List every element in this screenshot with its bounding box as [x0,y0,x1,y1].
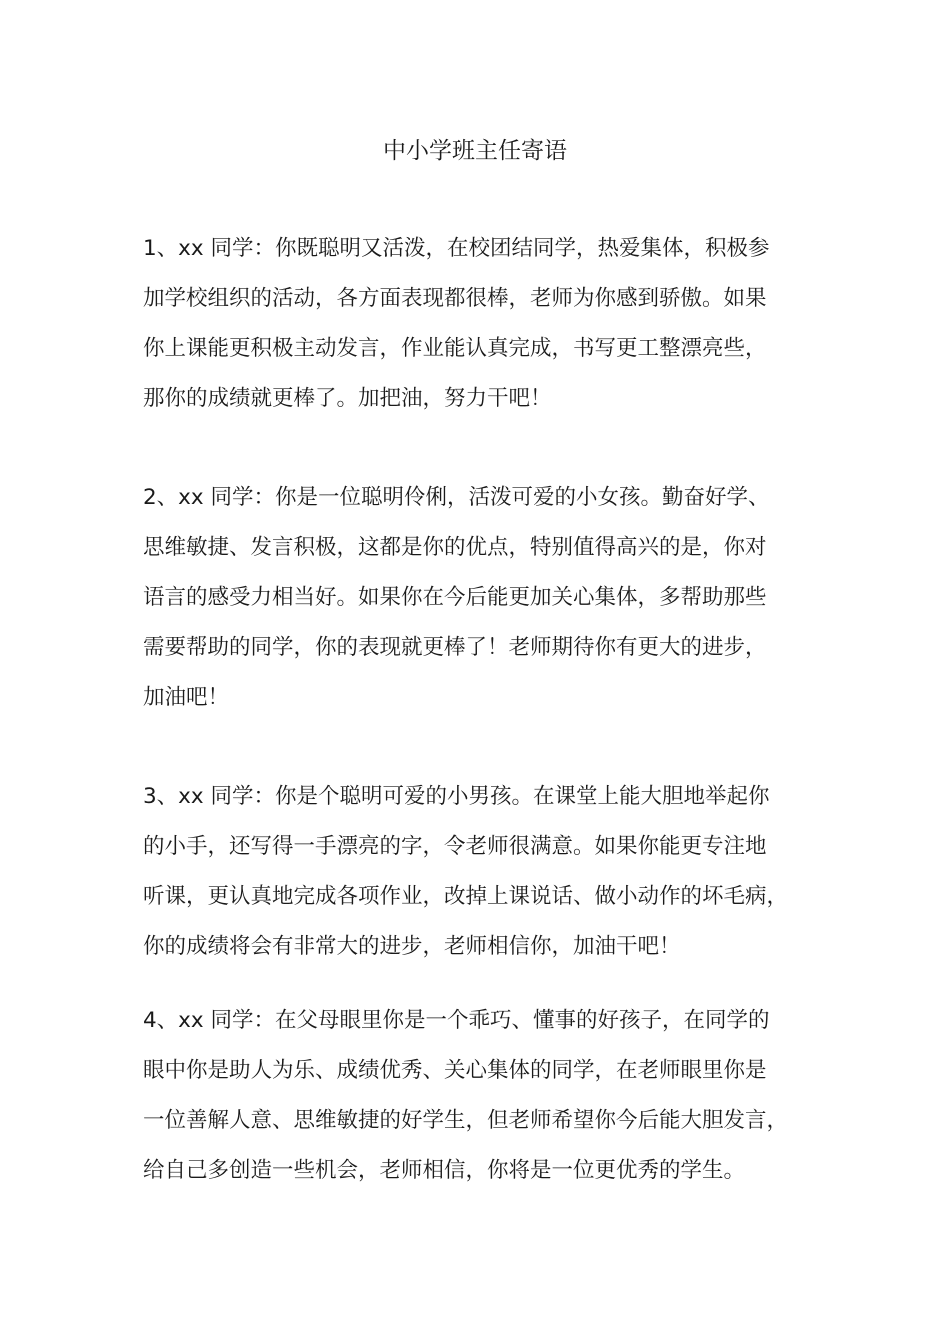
paragraph-line: 那你的成绩就更棒了。加把油，努力干吧！ [143,386,552,411]
document-title: 中小学班主任寄语 [383,138,567,164]
paragraph-3 [143,772,788,972]
paragraph-line: 加油吧！ [143,685,230,710]
paragraph-line: 思维敏捷、发言积极，这都是你的优点，特别值得高兴的是，你对 [143,535,767,560]
paragraph-line: 你的成绩将会有非常大的进步，老师相信你，加油干吧！ [143,934,681,959]
paragraph-line: 4、xx 同学：在父母眼里你是一个乖巧、懂事的好孩子，在同学的 [143,1008,770,1033]
paragraph-1 [143,224,769,424]
paragraph-line: 3、xx 同学：你是个聪明可爱的小男孩。在课堂上能大胆地举起你 [143,784,770,809]
paragraph-line: 眼中你是助人为乐、成绩优秀、关心集体的同学，在老师眼里你是 [143,1058,767,1083]
paragraph-2 [143,473,769,723]
paragraph-line: 你上课能更积极主动发言，作业能认真完成，书写更工整漂亮些， [143,336,767,361]
paragraph-line: 听课，更认真地完成各项作业，改掉上课说话、做小动作的坏毛病， [143,884,789,909]
paragraph-line: 一位善解人意、思维敏捷的好学生，但老师希望你今后能大胆发言， [143,1108,789,1133]
paragraph-line: 1、xx 同学：你既聪明又活泼，在校团结同学，热爱集体，积极参 [143,236,770,261]
paragraph-line: 加学校组织的活动，各方面表现都很棒，老师为你感到骄傲。如果 [143,286,767,311]
paragraph-4 [143,996,788,1196]
paragraph-line: 2、xx 同学：你是一位聪明伶俐，活泼可爱的小女孩。勤奋好学、 [143,485,770,510]
paragraph-line: 给自己多创造一些机会，老师相信，你将是一位更优秀的学生。 [143,1158,746,1183]
paragraph-line: 语言的感受力相当好。如果你在今后能更加关心集体，多帮助那些 [143,585,767,610]
paragraph-line: 的小手，还写得一手漂亮的字，令老师很满意。如果你能更专注地 [143,834,767,859]
paragraph-line: 需要帮助的同学，你的表现就更棒了！老师期待你有更大的进步， [143,635,767,660]
